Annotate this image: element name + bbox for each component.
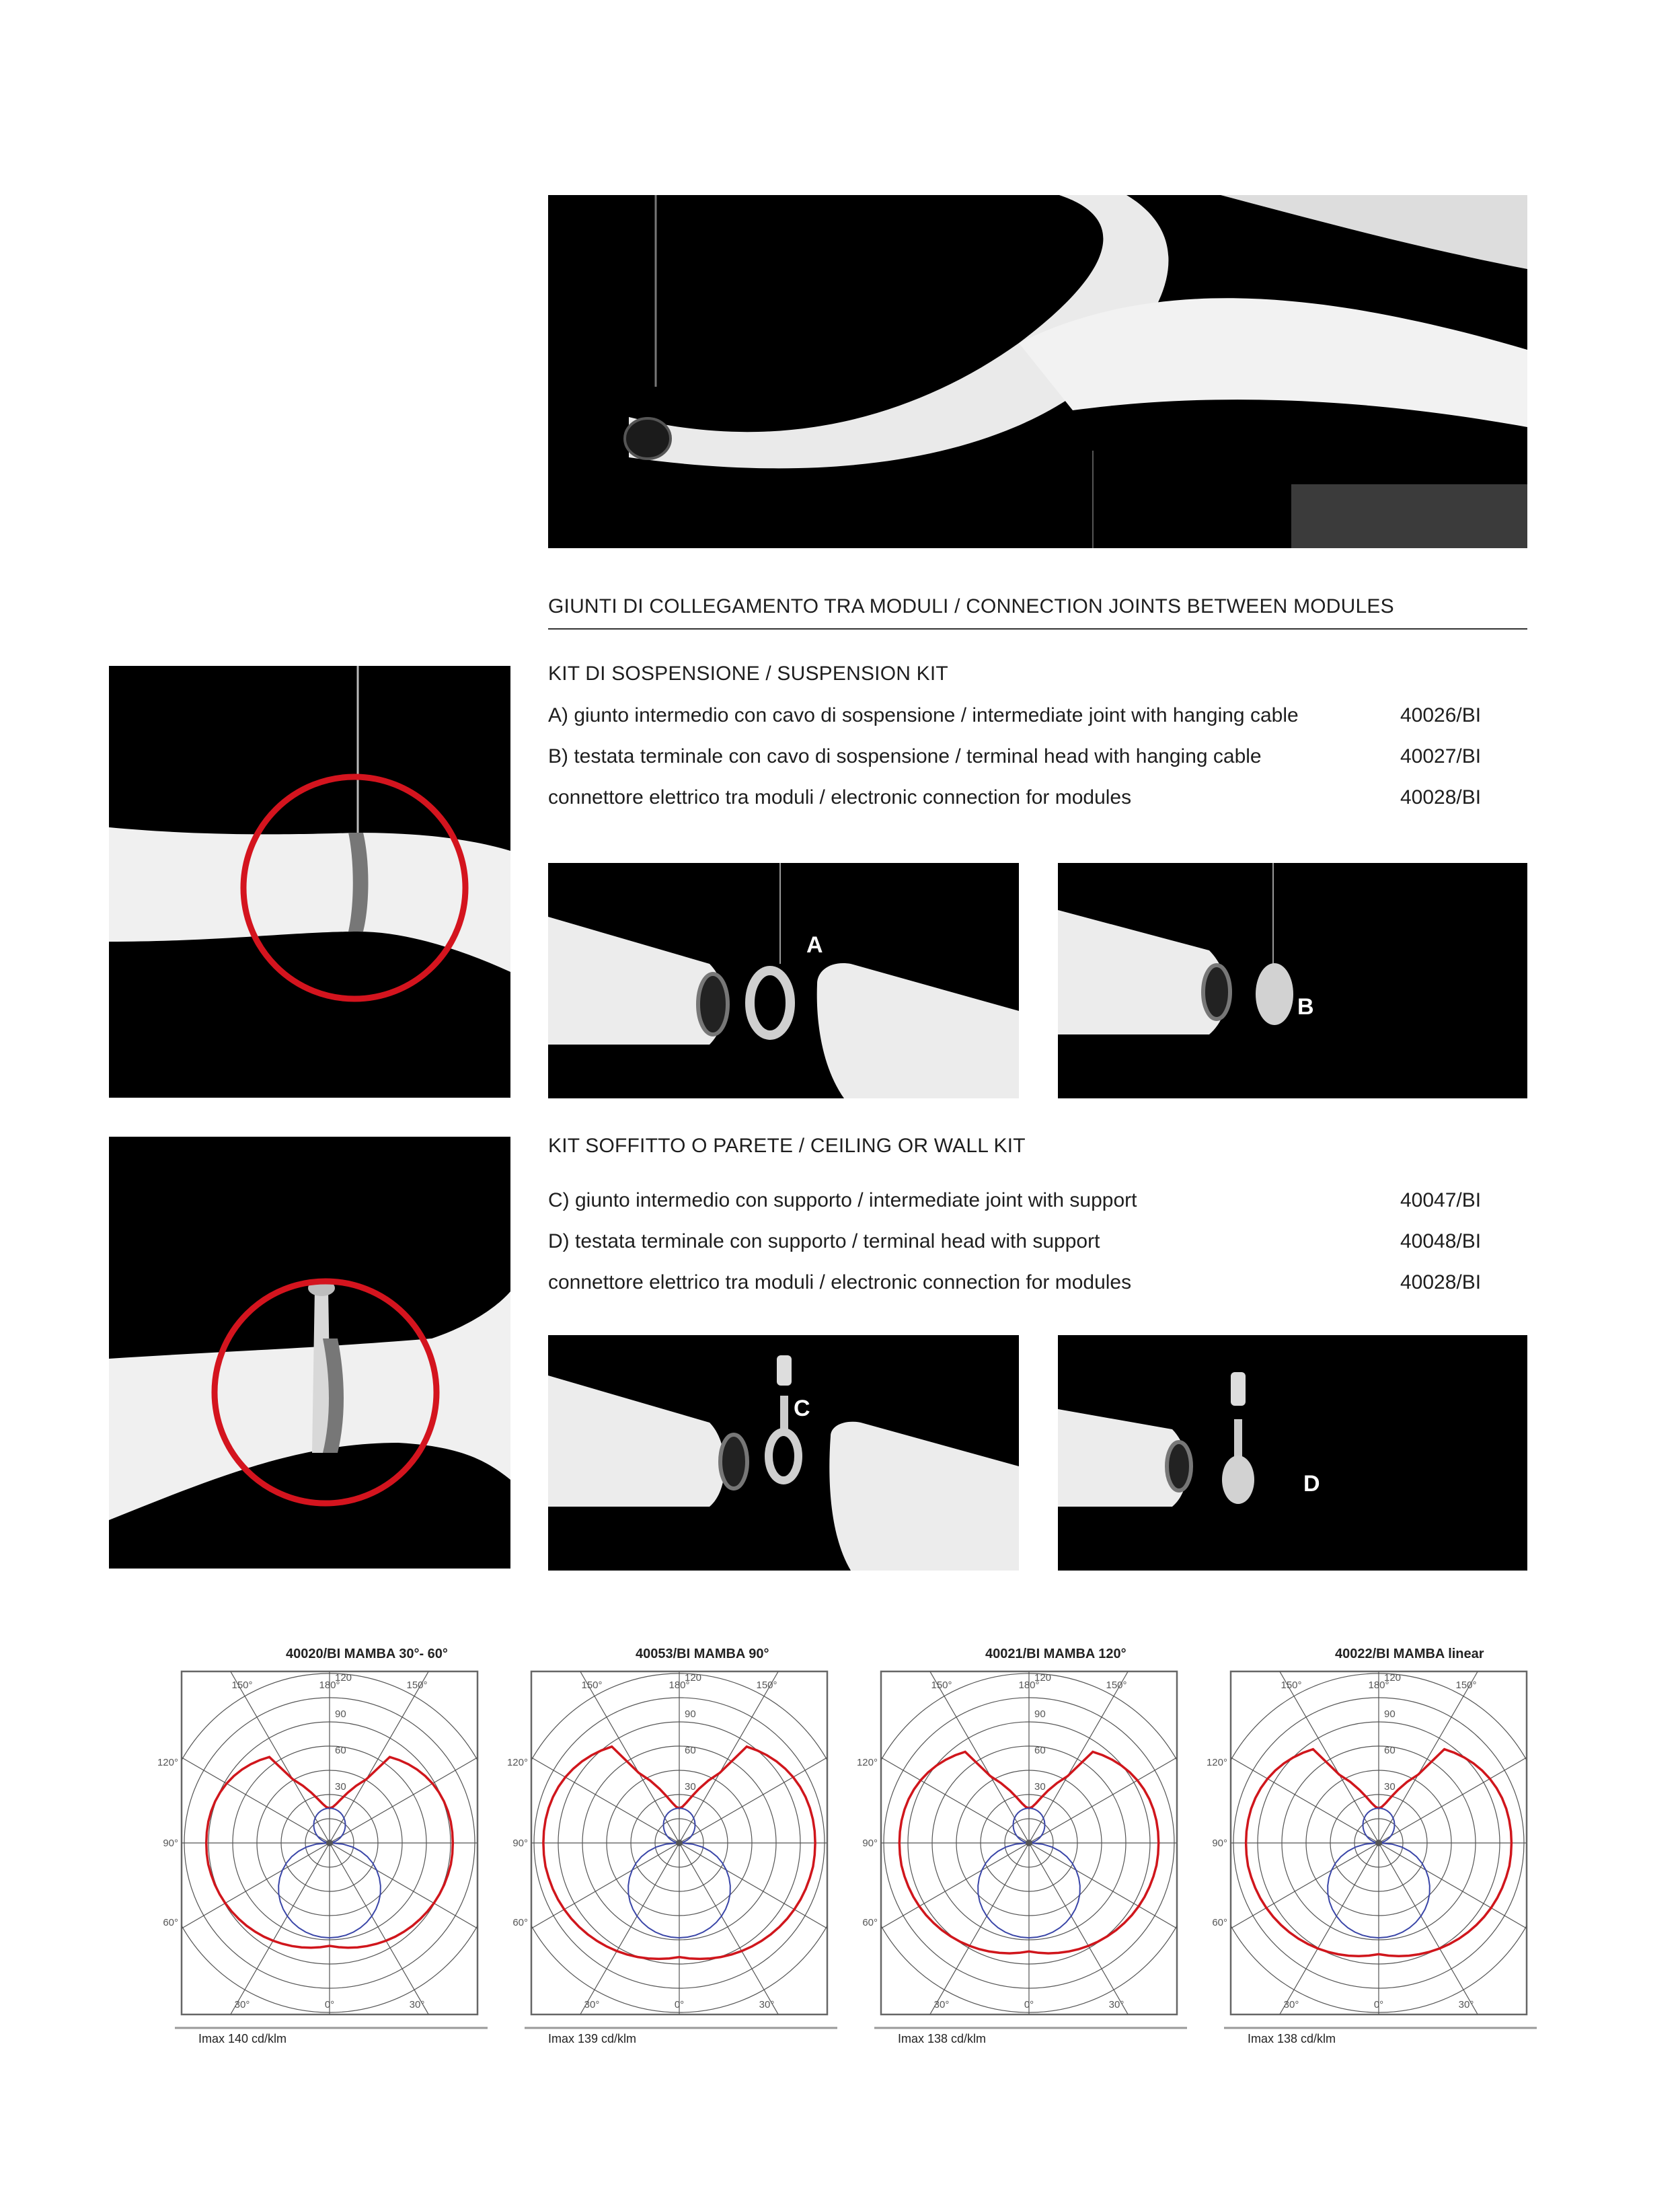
angle-label: 30° (234, 1999, 250, 2010)
section-title: GIUNTI DI COLLEGAMENTO TRA MODULI / CONNECTION JOINTS BETWEEN MODULES (548, 595, 1394, 617)
angle-label: 150° (581, 1680, 603, 1691)
angle-label: 60° (163, 1917, 178, 1928)
label-a: A (806, 932, 823, 958)
label-d: D (1303, 1471, 1320, 1497)
diagram-imax: Imax 139 cd/klm (548, 2032, 637, 2045)
angle-label: 30° (1458, 1999, 1474, 2010)
angle-label: 90° (512, 1838, 528, 1849)
ceiling-row-c (548, 1189, 1490, 1212)
angle-label: 180° (319, 1680, 340, 1691)
radial-label: 60 (685, 1745, 696, 1756)
label-c: C (794, 1396, 810, 1421)
row-label: D) testata terminale con supporto / terminal head with support (548, 1230, 1100, 1252)
photo-b-terminal-head (1058, 863, 1527, 1098)
angle-label: 30° (933, 1999, 950, 2010)
section-divider (548, 628, 1527, 630)
radial-label: 120 (1034, 1672, 1052, 1684)
angle-label: 30° (409, 1999, 425, 2010)
row-label: connettore elettrico tra moduli / electronic connection for modules (548, 1271, 1132, 1293)
radial-label: 90 (685, 1708, 696, 1720)
photo-a-intermediate-joint (548, 863, 1019, 1098)
radial-label: 90 (1384, 1708, 1396, 1720)
radial-label: 120 (335, 1672, 352, 1684)
hero-photo (548, 195, 1527, 548)
angle-label: 0° (674, 1999, 685, 2010)
center-dot (326, 1840, 333, 1846)
row-code: 40048/BI (1400, 1230, 1482, 1252)
radial-label: 120 (1384, 1672, 1402, 1684)
angle-label: 150° (231, 1680, 253, 1691)
diagram-imax: Imax 138 cd/klm (898, 2032, 987, 2045)
diagram-title: 40022/BI MAMBA linear (1335, 1647, 1484, 1661)
center-dot (1026, 1840, 1032, 1846)
photometric-diagram-4 (1204, 1624, 1554, 2055)
angle-label: 150° (931, 1680, 952, 1691)
photometric-diagram-3 (854, 1624, 1204, 2055)
radial-label: 90 (335, 1708, 346, 1720)
radial-label: 30 (685, 1781, 696, 1793)
angle-label: 180° (1368, 1680, 1389, 1691)
row-label: A) giunto intermedio con cavo di sospensione / intermediate joint with hanging cable (548, 704, 1299, 726)
row-label: C) giunto intermedio con supporto / intermediate joint with support (548, 1189, 1137, 1211)
diagram-imax: Imax 138 cd/klm (1248, 2032, 1336, 2045)
angle-label: 0° (1373, 1999, 1384, 2010)
ceiling-row-connector (548, 1271, 1490, 1294)
diagram-title: 40021/BI MAMBA 120° (985, 1647, 1127, 1661)
angle-label: 150° (1106, 1680, 1127, 1691)
row-label: B) testata terminale con cavo di sospensione / terminal head with hanging cable (548, 745, 1262, 767)
photometric-diagram-2 (504, 1624, 854, 2055)
angle-label: 30° (1283, 1999, 1299, 2010)
row-code: 40028/BI (1400, 1271, 1482, 1293)
radial-label: 30 (335, 1781, 346, 1793)
angle-label: 0° (1024, 1999, 1034, 2010)
radial-label: 120 (685, 1672, 702, 1684)
diagram-title: 40020/BI MAMBA 30°- 60° (286, 1647, 448, 1661)
photometric-diagram-1 (155, 1624, 504, 2055)
angle-label: 90° (1212, 1838, 1227, 1849)
photo-c-intermediate-support (548, 1335, 1019, 1571)
suspension-row-b (548, 745, 1490, 768)
angle-label: 30° (1108, 1999, 1124, 2010)
angle-label: 150° (1281, 1680, 1302, 1691)
angle-label: 150° (756, 1680, 777, 1691)
angle-label: 120° (856, 1757, 878, 1768)
angle-label: 90° (163, 1838, 178, 1849)
center-dot (676, 1840, 683, 1846)
radial-label: 90 (1034, 1708, 1046, 1720)
angle-label: 120° (506, 1757, 528, 1768)
ceiling-joint-photo (109, 1137, 510, 1569)
suspension-row-connector (548, 786, 1490, 809)
angle-label: 30° (759, 1999, 775, 2010)
angle-label: 30° (584, 1999, 600, 2010)
angle-label: 60° (862, 1917, 878, 1928)
angle-label: 60° (1212, 1917, 1227, 1928)
photo-d-terminal-support (1058, 1335, 1527, 1571)
angle-label: 180° (1018, 1680, 1040, 1691)
angle-label: 180° (669, 1680, 690, 1691)
angle-label: 0° (324, 1999, 335, 2010)
angle-label: 120° (157, 1757, 178, 1768)
radial-label: 30 (1034, 1781, 1046, 1793)
row-code: 40047/BI (1400, 1189, 1482, 1211)
radial-label: 60 (335, 1745, 346, 1756)
angle-label: 90° (862, 1838, 878, 1849)
center-dot (1375, 1840, 1382, 1846)
angle-label: 150° (406, 1680, 428, 1691)
suspension-row-a (548, 704, 1490, 727)
angle-label: 60° (512, 1917, 528, 1928)
row-code: 40027/BI (1400, 745, 1482, 767)
angle-label: 120° (1206, 1757, 1227, 1768)
row-code: 40026/BI (1400, 704, 1482, 726)
ceiling-row-d (548, 1230, 1490, 1253)
row-label: connettore elettrico tra moduli / electronic connection for modules (548, 786, 1132, 808)
row-code: 40028/BI (1400, 786, 1482, 808)
ceiling-kit-title: KIT SOFFITTO O PARETE / CEILING OR WALL KIT (548, 1135, 1026, 1157)
radial-label: 60 (1384, 1745, 1396, 1756)
suspension-joint-photo (109, 666, 510, 1098)
suspension-kit-title: KIT DI SOSPENSIONE / SUSPENSION KIT (548, 663, 948, 685)
label-b: B (1297, 994, 1314, 1020)
radial-label: 30 (1384, 1781, 1396, 1793)
diagram-imax: Imax 140 cd/klm (198, 2032, 287, 2045)
diagram-title: 40053/BI MAMBA 90° (636, 1647, 769, 1661)
radial-label: 60 (1034, 1745, 1046, 1756)
angle-label: 150° (1455, 1680, 1477, 1691)
